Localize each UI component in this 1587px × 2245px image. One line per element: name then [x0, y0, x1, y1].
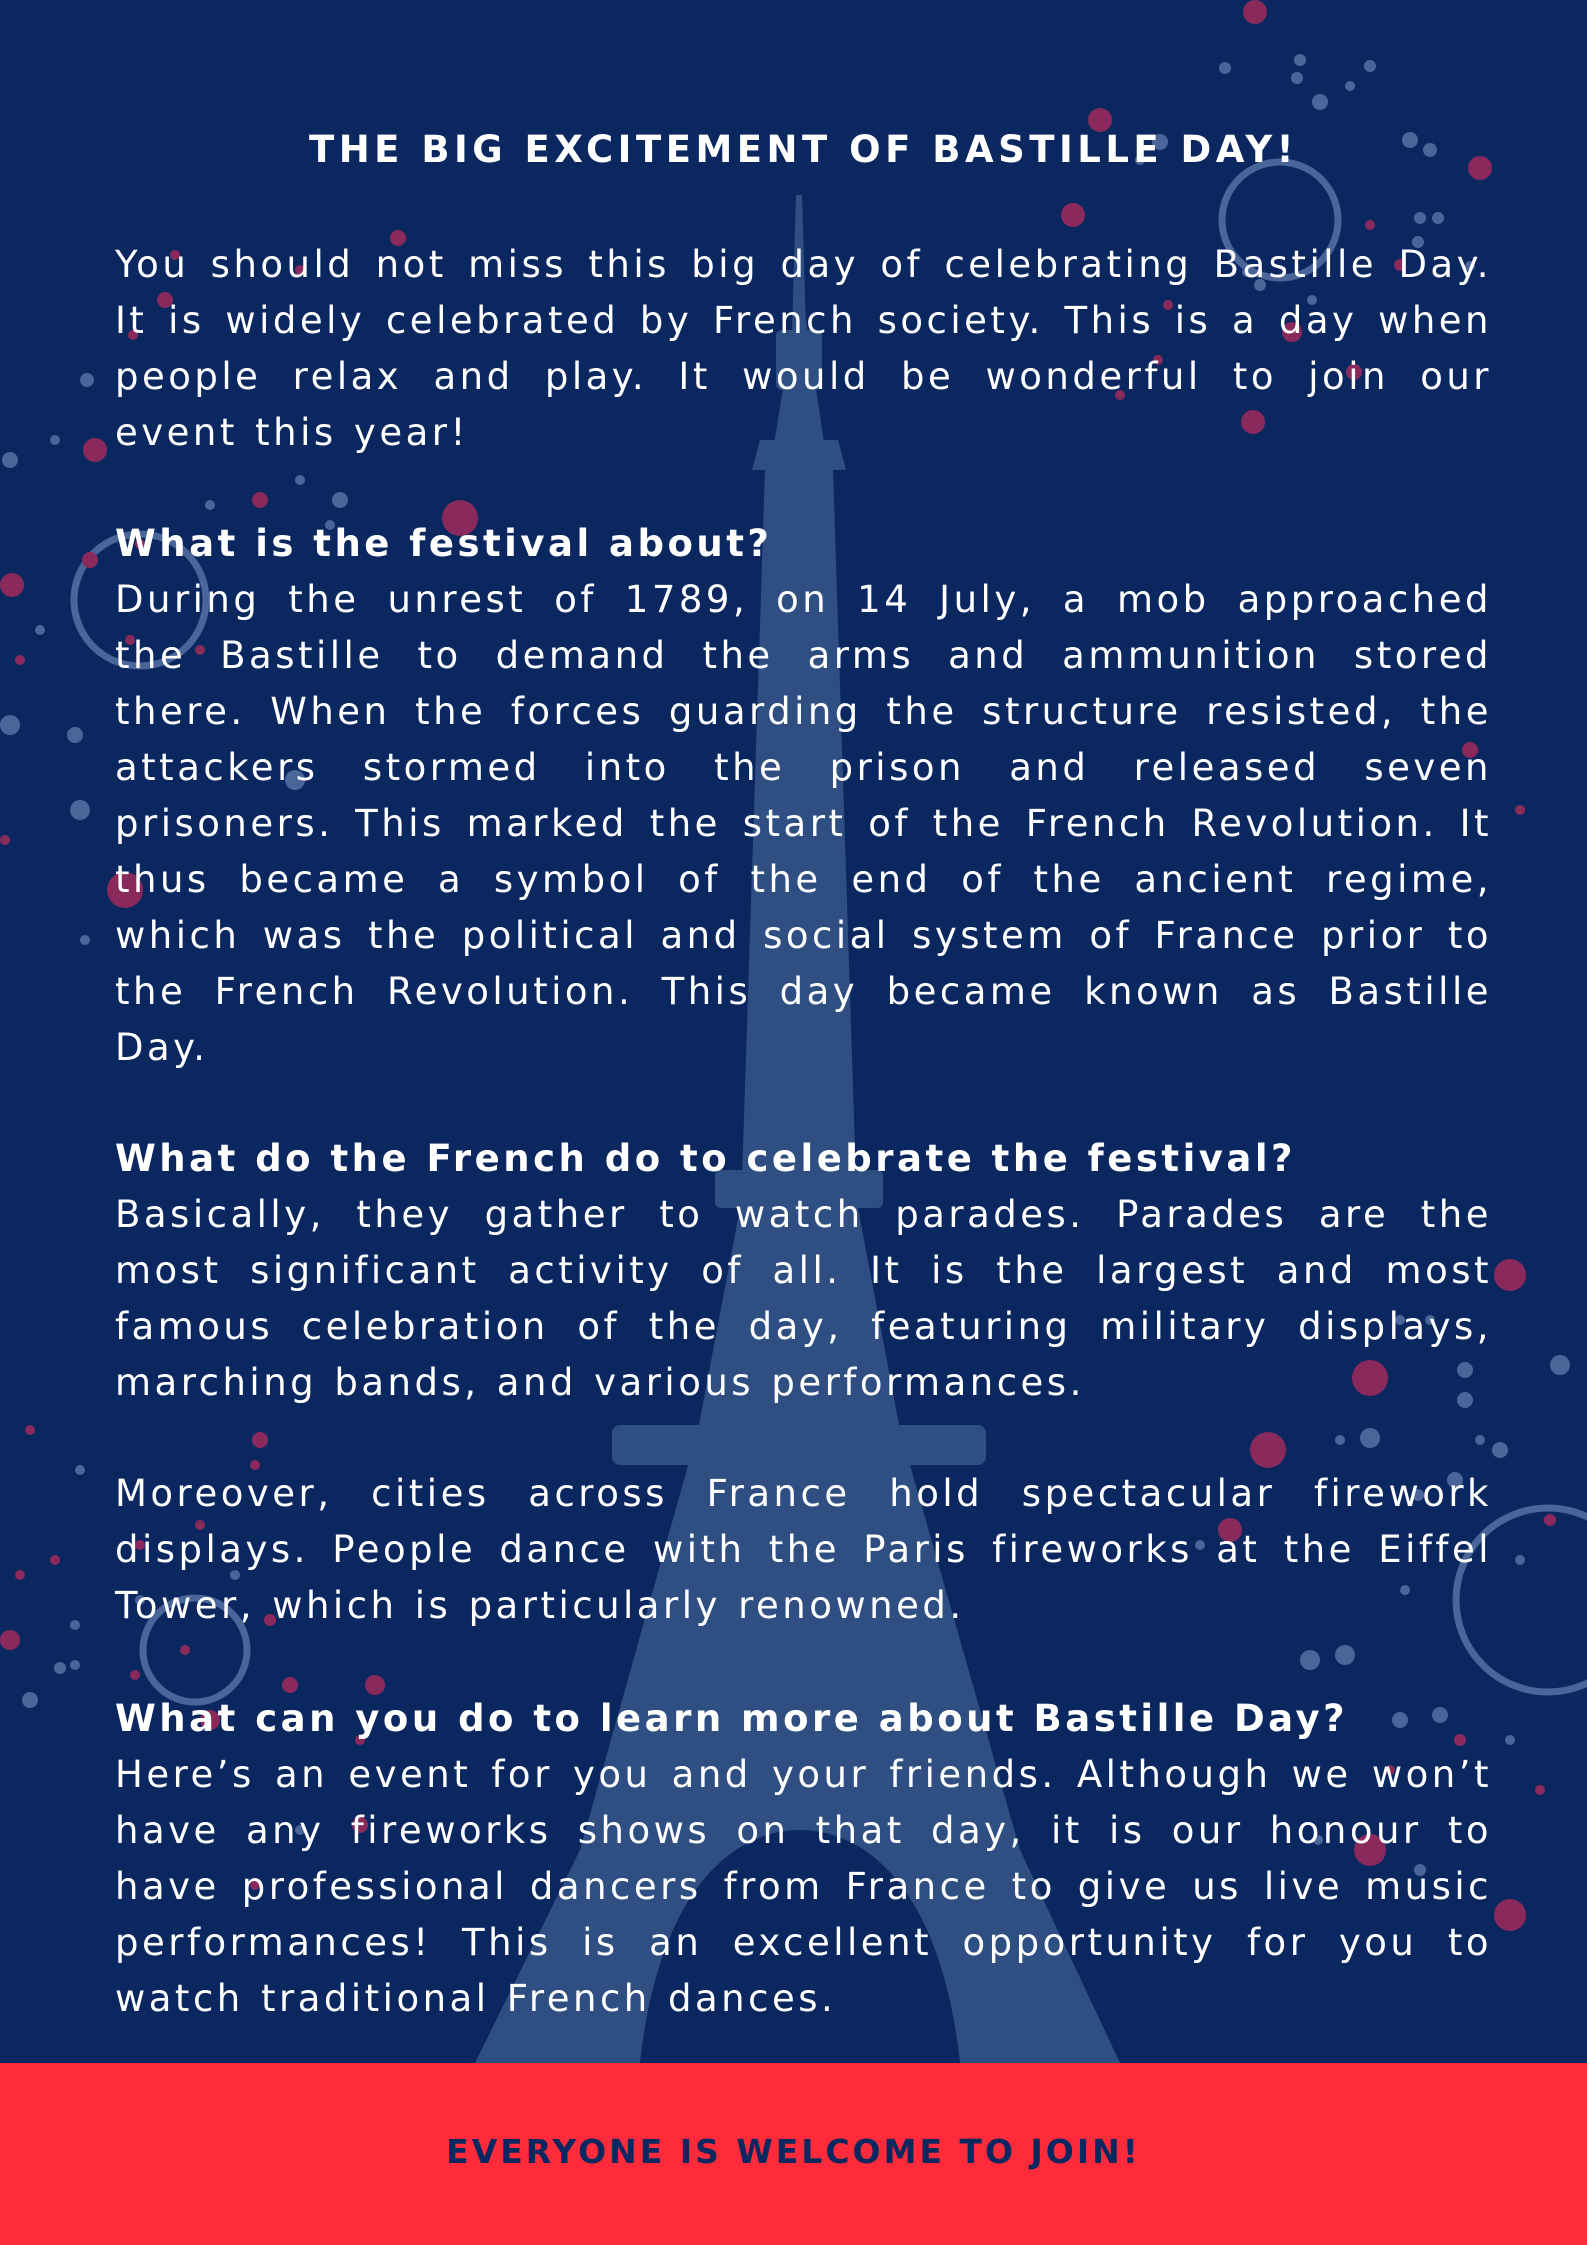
firework-dot: [1335, 1645, 1355, 1665]
festival-line: the French Revolution. This day became known as Bastille: [115, 970, 1492, 1013]
fireworks-line: displays. People dance with the Paris fireworks at the Eiffel: [115, 1528, 1492, 1571]
page-title: THE BIG EXCITEMENT OF BASTILLE DAY!: [308, 128, 1299, 171]
firework-dot: [1312, 94, 1328, 110]
festival-line: prisoners. This marked the start of the French Revolution. It: [115, 802, 1492, 845]
firework-dot: [22, 1692, 38, 1708]
intro-line: people relax and play. It would be wonderful to join our: [115, 355, 1492, 398]
firework-dot: [1335, 1435, 1345, 1445]
fireworks-line: Moreover, cities across France hold spectacular firework: [115, 1472, 1492, 1515]
firework-dot: [50, 435, 60, 445]
firework-dot: [2, 452, 18, 468]
firework-dot: [1243, 0, 1267, 24]
intro-line: event this year!: [115, 411, 469, 454]
firework-dot: [332, 492, 348, 508]
firework-dot: [252, 1432, 268, 1448]
firework-dot: [295, 475, 305, 485]
firework-dot: [1360, 1428, 1380, 1448]
festival-line: During the unrest of 1789, on 14 July, a mob approached: [115, 578, 1492, 621]
festival-line: thus became a symbol of the end of the ancient regime,: [115, 858, 1492, 901]
firework-dot: [82, 552, 98, 568]
event-line: performances! This is an excellent opportunity for you to: [115, 1921, 1492, 1964]
firework-dot: [1291, 72, 1303, 84]
firework-dot: [1392, 1712, 1408, 1728]
event-line: have any fireworks shows on that day, it is our honour to: [115, 1809, 1492, 1852]
firework-dot: [1494, 1899, 1526, 1931]
fireworks-paragraph: [115, 1466, 1492, 1634]
firework-dot: [70, 1620, 80, 1630]
fireworks-line: Tower, which is particularly renowned.: [115, 1584, 965, 1627]
festival-line: attackers stormed into the prison and released seven: [115, 746, 1492, 789]
firework-dot: [1492, 1442, 1508, 1458]
event-line: watch traditional French dances.: [115, 1977, 837, 2020]
firework-dot: [15, 655, 25, 665]
firework-dot: [15, 1570, 25, 1580]
firework-dot: [75, 1465, 85, 1475]
firework-dot: [1414, 212, 1426, 224]
firework-dot: [80, 373, 94, 387]
firework-dot: [1515, 1555, 1525, 1565]
section-heading-festival: What is the festival about?: [115, 522, 773, 565]
firework-dot: [0, 715, 20, 735]
firework-dot: [1550, 1355, 1570, 1375]
festival-line: the Bastille to demand the arms and ammunition stored: [115, 634, 1492, 677]
firework-dot: [54, 1662, 66, 1674]
firework-dot: [1345, 81, 1355, 91]
firework-dot: [1505, 1735, 1515, 1745]
intro-paragraph: [115, 237, 1492, 461]
firework-dot: [0, 1630, 20, 1650]
intro-line: You should not miss this big day of celebrating Bastille Day.: [115, 243, 1492, 286]
firework-dot: [1432, 212, 1444, 224]
festival-line: Day.: [115, 1026, 209, 1069]
celebrate-line: famous celebration of the day, featuring military displays,: [115, 1305, 1492, 1348]
firework-dot: [1544, 1514, 1556, 1526]
firework-dot: [70, 800, 90, 820]
festival-line: there. When the forces guarding the structure resisted, the: [115, 690, 1492, 733]
firework-dot: [1365, 220, 1375, 230]
firework-dot: [205, 500, 215, 510]
firework-dot: [1250, 1432, 1286, 1468]
firework-dot: [0, 573, 24, 597]
firework-dot: [1515, 805, 1525, 815]
event-line: have professional dancers from France to give us live music: [115, 1865, 1492, 1908]
firework-dot: [130, 1670, 140, 1680]
celebrate-line: most significant activity of all. It is the largest and most: [115, 1249, 1492, 1292]
footer-text: EVERYONE IS WELCOME TO JOIN!: [446, 2132, 1141, 2171]
firework-dot: [1454, 1734, 1466, 1746]
celebrate-line: Basically, they gather to watch parades. Parades are the: [115, 1193, 1492, 1236]
celebrate-line: marching bands, and various performances.: [115, 1361, 1085, 1404]
firework-dot: [67, 727, 83, 743]
festival-paragraph: [115, 572, 1492, 1076]
firework-dot: [25, 1425, 35, 1435]
firework-dot: [0, 835, 10, 845]
celebrate-paragraph: [115, 1187, 1492, 1411]
firework-dot: [70, 1660, 80, 1670]
event-line: Here’s an event for you and your friends. Although we won’t: [115, 1753, 1492, 1796]
firework-dot: [1294, 54, 1306, 66]
firework-dot: [1432, 1707, 1448, 1723]
firework-dot: [80, 935, 90, 945]
firework-dot: [35, 625, 45, 635]
section-heading-celebrate: What do the French do to celebrate the festival?: [115, 1137, 1296, 1180]
firework-dot: [83, 438, 107, 462]
firework-dot: [252, 492, 268, 508]
firework-dot: [1061, 203, 1085, 227]
firework-dot: [1219, 62, 1231, 74]
firework-dot: [1494, 1259, 1526, 1291]
event-paragraph: [115, 1747, 1492, 2027]
festival-line: which was the political and social system of France prior to: [115, 914, 1492, 957]
firework-dot: [1364, 60, 1376, 72]
section-heading-learn-more: What can you do to learn more about Bastille Day?: [115, 1697, 1349, 1740]
firework-dot: [1535, 1785, 1545, 1795]
firework-dot: [1475, 1435, 1485, 1445]
firework-dot: [50, 1555, 60, 1565]
firework-dot: [180, 1645, 190, 1655]
intro-line: It is widely celebrated by French society. This is a day when: [115, 299, 1492, 342]
firework-dot: [1300, 1650, 1320, 1670]
